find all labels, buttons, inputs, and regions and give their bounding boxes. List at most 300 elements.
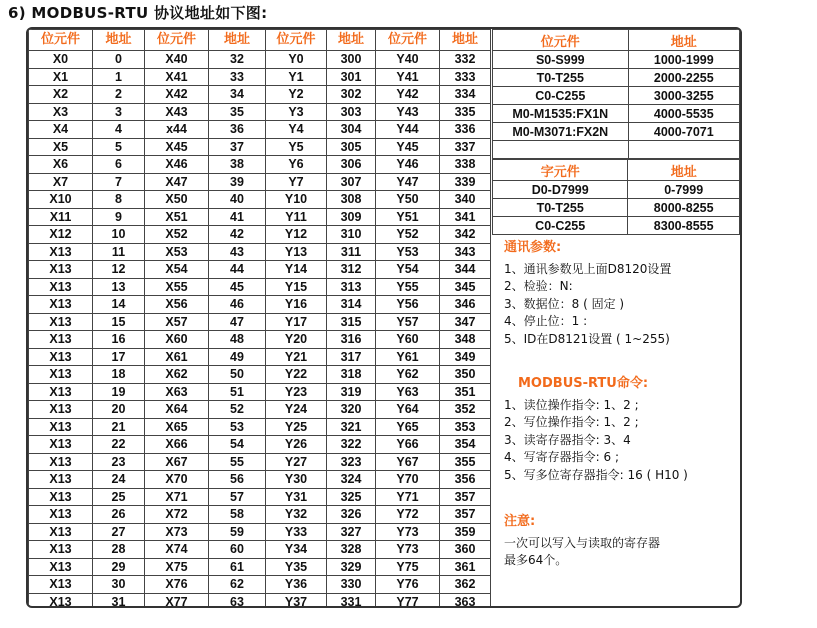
table-cell: Y40 bbox=[376, 51, 440, 69]
table-cell: X4 bbox=[29, 121, 93, 139]
table-row bbox=[29, 383, 491, 401]
table-cell: X13 bbox=[29, 383, 93, 401]
table-cell: 351 bbox=[440, 383, 491, 401]
table-cell: 26 bbox=[93, 506, 145, 524]
table-row bbox=[29, 366, 491, 384]
table-cell: Y33 bbox=[266, 523, 327, 541]
table-cell: X3 bbox=[29, 103, 93, 121]
table-cell: 359 bbox=[440, 523, 491, 541]
table-cell: 340 bbox=[440, 191, 491, 209]
bit-address-table bbox=[492, 29, 740, 159]
table-cell: X42 bbox=[145, 86, 209, 104]
modbus-cmd-line: 1、读位操作指令: 1、2 ; bbox=[504, 397, 639, 412]
table-cell: 317 bbox=[327, 348, 376, 366]
table-cell: Y26 bbox=[266, 436, 327, 454]
table-cell: S0-S999 bbox=[493, 51, 629, 69]
table-cell: X13 bbox=[29, 243, 93, 261]
table-cell: X62 bbox=[145, 366, 209, 384]
table-cell: 51 bbox=[209, 383, 266, 401]
address-table bbox=[28, 29, 491, 608]
table-cell: X41 bbox=[145, 68, 209, 86]
modbus-cmd-line: 3、读寄存器指令: 3、4 bbox=[504, 432, 631, 447]
table-cell: X55 bbox=[145, 278, 209, 296]
table-cell: 9 bbox=[93, 208, 145, 226]
table-cell: Y30 bbox=[266, 471, 327, 489]
table-cell: X13 bbox=[29, 593, 93, 608]
table-cell: 335 bbox=[440, 103, 491, 121]
column-header: 位元件 bbox=[266, 30, 327, 51]
table-cell: 38 bbox=[209, 156, 266, 174]
blank-cell bbox=[628, 141, 739, 159]
table-cell: X6 bbox=[29, 156, 93, 174]
table-cell: 62 bbox=[209, 576, 266, 594]
table-row bbox=[29, 226, 491, 244]
table-cell: 24 bbox=[93, 471, 145, 489]
table-cell: 312 bbox=[327, 261, 376, 279]
table-cell: 343 bbox=[440, 243, 491, 261]
table-cell: Y75 bbox=[376, 558, 440, 576]
table-cell: 43 bbox=[209, 243, 266, 261]
table-cell: 13 bbox=[93, 278, 145, 296]
table-cell: Y15 bbox=[266, 278, 327, 296]
comm-param-line: 2、检验：N: bbox=[504, 279, 573, 293]
table-cell: X66 bbox=[145, 436, 209, 454]
table-cell: x44 bbox=[145, 121, 209, 139]
table-cell: X12 bbox=[29, 226, 93, 244]
table-cell: Y35 bbox=[266, 558, 327, 576]
table-cell: Y6 bbox=[266, 156, 327, 174]
table-cell: 323 bbox=[327, 453, 376, 471]
table-cell: X60 bbox=[145, 331, 209, 349]
bit-header-device: 位元件 bbox=[493, 30, 629, 51]
table-cell: 356 bbox=[440, 471, 491, 489]
table-cell: X77 bbox=[145, 593, 209, 608]
note-title: 注意: bbox=[504, 514, 536, 529]
table-row bbox=[29, 418, 491, 436]
table-cell: X73 bbox=[145, 523, 209, 541]
table-cell: Y3 bbox=[266, 103, 327, 121]
table-cell: 301 bbox=[327, 68, 376, 86]
comm-params-block bbox=[504, 239, 671, 348]
table-row bbox=[29, 331, 491, 349]
modbus-cmd-line: 4、写寄存器指令: 6 ; bbox=[504, 450, 619, 464]
table-cell: X13 bbox=[29, 541, 93, 559]
table-cell: X13 bbox=[29, 471, 93, 489]
table-cell: X72 bbox=[145, 506, 209, 524]
table-row bbox=[29, 173, 491, 191]
table-row bbox=[29, 121, 491, 139]
table-row bbox=[29, 401, 491, 419]
column-header: 位元件 bbox=[29, 30, 93, 51]
table-cell: 57 bbox=[209, 488, 266, 506]
table-cell: 320 bbox=[327, 401, 376, 419]
table-cell: 4000-5535 bbox=[628, 105, 739, 123]
table-cell: X74 bbox=[145, 541, 209, 559]
table-row bbox=[29, 558, 491, 576]
table-cell: Y12 bbox=[266, 226, 327, 244]
word-header-device: 字元件 bbox=[493, 160, 628, 181]
table-cell: Y70 bbox=[376, 471, 440, 489]
blank-cell bbox=[493, 141, 629, 159]
table-cell: Y31 bbox=[266, 488, 327, 506]
table-row bbox=[29, 541, 491, 559]
table-cell: 48 bbox=[209, 331, 266, 349]
table-cell: T0-T255 bbox=[493, 199, 628, 217]
table-cell: Y60 bbox=[376, 331, 440, 349]
table-cell: Y32 bbox=[266, 506, 327, 524]
table-cell: 307 bbox=[327, 173, 376, 191]
table-cell: 357 bbox=[440, 506, 491, 524]
table-row bbox=[29, 296, 491, 314]
table-cell: 360 bbox=[440, 541, 491, 559]
table-cell: T0-T255 bbox=[493, 69, 629, 87]
table-cell: 341 bbox=[440, 208, 491, 226]
table-row bbox=[29, 348, 491, 366]
table-cell: X43 bbox=[145, 103, 209, 121]
table-cell: X13 bbox=[29, 296, 93, 314]
table-cell: Y5 bbox=[266, 138, 327, 156]
bit-header-address: 地址 bbox=[628, 30, 739, 51]
table-cell: 61 bbox=[209, 558, 266, 576]
table-cell: 308 bbox=[327, 191, 376, 209]
table-cell: Y36 bbox=[266, 576, 327, 594]
table-cell: 346 bbox=[440, 296, 491, 314]
table-cell: 41 bbox=[209, 208, 266, 226]
table-cell: 29 bbox=[93, 558, 145, 576]
table-cell: 28 bbox=[93, 541, 145, 559]
table-cell: Y22 bbox=[266, 366, 327, 384]
table-cell: Y2 bbox=[266, 86, 327, 104]
column-header: 位元件 bbox=[145, 30, 209, 51]
table-row bbox=[29, 191, 491, 209]
table-cell: 362 bbox=[440, 576, 491, 594]
table-row bbox=[493, 87, 740, 105]
table-cell: X51 bbox=[145, 208, 209, 226]
table-cell: X50 bbox=[145, 191, 209, 209]
table-cell: 52 bbox=[209, 401, 266, 419]
table-cell: 42 bbox=[209, 226, 266, 244]
table-cell: 33 bbox=[209, 68, 266, 86]
table-row bbox=[493, 217, 740, 235]
table-cell: X5 bbox=[29, 138, 93, 156]
table-cell: 47 bbox=[209, 313, 266, 331]
table-cell: X13 bbox=[29, 453, 93, 471]
table-cell: 305 bbox=[327, 138, 376, 156]
comm-param-line: 1、通讯参数见上面D8120设置 bbox=[504, 261, 672, 276]
table-cell: X70 bbox=[145, 471, 209, 489]
table-cell: 8300-8555 bbox=[628, 217, 740, 235]
table-cell: Y17 bbox=[266, 313, 327, 331]
right-panel bbox=[492, 29, 740, 235]
table-cell: Y7 bbox=[266, 173, 327, 191]
table-row bbox=[29, 156, 491, 174]
table-cell: X67 bbox=[145, 453, 209, 471]
table-cell: Y66 bbox=[376, 436, 440, 454]
table-cell: 31 bbox=[93, 593, 145, 608]
table-cell: 318 bbox=[327, 366, 376, 384]
table-cell: 342 bbox=[440, 226, 491, 244]
table-cell: X13 bbox=[29, 348, 93, 366]
table-cell: Y25 bbox=[266, 418, 327, 436]
table-cell: Y45 bbox=[376, 138, 440, 156]
table-cell: X13 bbox=[29, 401, 93, 419]
table-cell: Y65 bbox=[376, 418, 440, 436]
table-cell: 30 bbox=[93, 576, 145, 594]
table-cell: 349 bbox=[440, 348, 491, 366]
table-cell: 311 bbox=[327, 243, 376, 261]
comm-param-line: 5、ID在D8121设置 ( 1~255) bbox=[504, 331, 670, 346]
table-cell: 16 bbox=[93, 331, 145, 349]
table-row bbox=[493, 181, 740, 199]
table-cell: Y34 bbox=[266, 541, 327, 559]
table-cell: Y16 bbox=[266, 296, 327, 314]
table-cell: 324 bbox=[327, 471, 376, 489]
table-row bbox=[29, 208, 491, 226]
table-cell: 314 bbox=[327, 296, 376, 314]
table-cell: 348 bbox=[440, 331, 491, 349]
table-cell: Y52 bbox=[376, 226, 440, 244]
table-cell: X64 bbox=[145, 401, 209, 419]
table-cell: 336 bbox=[440, 121, 491, 139]
table-row bbox=[29, 86, 491, 104]
section-heading: 6) MODBUS-RTU 协议地址如下图: bbox=[8, 4, 268, 22]
table-cell: 34 bbox=[209, 86, 266, 104]
table-cell: Y13 bbox=[266, 243, 327, 261]
table-cell: 25 bbox=[93, 488, 145, 506]
table-cell: Y72 bbox=[376, 506, 440, 524]
table-cell: X56 bbox=[145, 296, 209, 314]
table-cell: 357 bbox=[440, 488, 491, 506]
table-cell: 352 bbox=[440, 401, 491, 419]
table-cell: 1 bbox=[93, 68, 145, 86]
table-cell: 316 bbox=[327, 331, 376, 349]
table-cell: X13 bbox=[29, 558, 93, 576]
table-cell: X71 bbox=[145, 488, 209, 506]
table-cell: Y67 bbox=[376, 453, 440, 471]
column-header: 地址 bbox=[93, 30, 145, 51]
table-cell: X1 bbox=[29, 68, 93, 86]
table-cell: X13 bbox=[29, 366, 93, 384]
table-cell: 300 bbox=[327, 51, 376, 69]
table-cell: C0-C255 bbox=[493, 87, 629, 105]
table-cell: 37 bbox=[209, 138, 266, 156]
table-cell: X13 bbox=[29, 418, 93, 436]
table-cell: X13 bbox=[29, 506, 93, 524]
table-cell: 17 bbox=[93, 348, 145, 366]
table-cell: 337 bbox=[440, 138, 491, 156]
table-cell: 20 bbox=[93, 401, 145, 419]
table-cell: 10 bbox=[93, 226, 145, 244]
table-cell: 54 bbox=[209, 436, 266, 454]
table-cell: 338 bbox=[440, 156, 491, 174]
table-row bbox=[493, 69, 740, 87]
table-cell: Y41 bbox=[376, 68, 440, 86]
table-cell: X10 bbox=[29, 191, 93, 209]
table-cell: X65 bbox=[145, 418, 209, 436]
table-cell: 302 bbox=[327, 86, 376, 104]
table-cell: X57 bbox=[145, 313, 209, 331]
table-cell: X13 bbox=[29, 488, 93, 506]
table-row bbox=[29, 278, 491, 296]
table-cell: 55 bbox=[209, 453, 266, 471]
note-line: 最多64个。 bbox=[504, 553, 568, 567]
table-cell: 44 bbox=[209, 261, 266, 279]
table-cell: Y0 bbox=[266, 51, 327, 69]
table-cell: Y77 bbox=[376, 593, 440, 608]
word-address-table bbox=[492, 159, 740, 235]
table-cell: 350 bbox=[440, 366, 491, 384]
note-line: 一次可以写入与读取的寄存器 bbox=[504, 535, 661, 550]
table-cell: 334 bbox=[440, 86, 491, 104]
table-cell: Y10 bbox=[266, 191, 327, 209]
table-cell: Y46 bbox=[376, 156, 440, 174]
modbus-cmd-line: 5、写多位寄存器指令: 16 ( H10 ) bbox=[504, 467, 688, 482]
table-cell: 306 bbox=[327, 156, 376, 174]
table-row bbox=[29, 313, 491, 331]
table-row bbox=[493, 51, 740, 69]
table-cell: 345 bbox=[440, 278, 491, 296]
table-row bbox=[29, 68, 491, 86]
table-cell: X76 bbox=[145, 576, 209, 594]
table-cell: D0-D7999 bbox=[493, 181, 628, 199]
table-cell: Y51 bbox=[376, 208, 440, 226]
table-cell: 8 bbox=[93, 191, 145, 209]
table-cell: 328 bbox=[327, 541, 376, 559]
table-cell: 319 bbox=[327, 383, 376, 401]
table-cell: Y53 bbox=[376, 243, 440, 261]
table-cell: 329 bbox=[327, 558, 376, 576]
table-cell: 355 bbox=[440, 453, 491, 471]
table-cell: M0-M1535:FX1N bbox=[493, 105, 629, 123]
table-cell: X13 bbox=[29, 261, 93, 279]
table-cell: X40 bbox=[145, 51, 209, 69]
table-cell: X13 bbox=[29, 313, 93, 331]
table-cell: 23 bbox=[93, 453, 145, 471]
table-cell: Y44 bbox=[376, 121, 440, 139]
table-row bbox=[29, 51, 491, 69]
table-cell: 363 bbox=[440, 593, 491, 608]
address-frame bbox=[26, 27, 742, 608]
column-header: 地址 bbox=[327, 30, 376, 51]
table-cell: Y57 bbox=[376, 313, 440, 331]
table-cell: 49 bbox=[209, 348, 266, 366]
table-cell: Y21 bbox=[266, 348, 327, 366]
modbus-cmd-line: 2、写位操作指令: 1、2 ; bbox=[504, 415, 639, 429]
table-cell: X2 bbox=[29, 86, 93, 104]
table-cell: 58 bbox=[209, 506, 266, 524]
table-row bbox=[29, 593, 491, 608]
table-cell: X13 bbox=[29, 523, 93, 541]
table-cell: X0 bbox=[29, 51, 93, 69]
table-cell: X45 bbox=[145, 138, 209, 156]
table-cell: M0-M3071:FX2N bbox=[493, 123, 629, 141]
table-row bbox=[493, 123, 740, 141]
table-cell: X63 bbox=[145, 383, 209, 401]
table-cell: Y61 bbox=[376, 348, 440, 366]
table-cell: 59 bbox=[209, 523, 266, 541]
table-cell: Y64 bbox=[376, 401, 440, 419]
table-cell: Y73 bbox=[376, 523, 440, 541]
table-cell: 315 bbox=[327, 313, 376, 331]
table-cell: Y47 bbox=[376, 173, 440, 191]
table-cell: Y11 bbox=[266, 208, 327, 226]
note-block bbox=[504, 513, 660, 570]
table-cell: 8000-8255 bbox=[628, 199, 740, 217]
comm-param-line: 3、数据位：8 ( 固定 ) bbox=[504, 296, 625, 311]
table-row bbox=[29, 243, 491, 261]
table-cell: X75 bbox=[145, 558, 209, 576]
word-header-address: 地址 bbox=[628, 160, 740, 181]
table-cell: 27 bbox=[93, 523, 145, 541]
column-header: 位元件 bbox=[376, 30, 440, 51]
modbus-cmd-title: MODBUS-RTU命令: bbox=[518, 376, 649, 391]
table-cell: 53 bbox=[209, 418, 266, 436]
table-cell: X53 bbox=[145, 243, 209, 261]
table-cell: Y20 bbox=[266, 331, 327, 349]
table-cell: Y42 bbox=[376, 86, 440, 104]
table-cell: Y24 bbox=[266, 401, 327, 419]
table-row bbox=[493, 199, 740, 217]
table-cell: 63 bbox=[209, 593, 266, 608]
table-cell: 303 bbox=[327, 103, 376, 121]
address-table-header bbox=[29, 30, 491, 51]
table-cell: 7 bbox=[93, 173, 145, 191]
table-cell: X61 bbox=[145, 348, 209, 366]
table-cell: 331 bbox=[327, 593, 376, 608]
table-cell: 325 bbox=[327, 488, 376, 506]
table-row bbox=[29, 488, 491, 506]
table-cell: Y4 bbox=[266, 121, 327, 139]
table-cell: 333 bbox=[440, 68, 491, 86]
table-cell: 2000-2255 bbox=[628, 69, 739, 87]
table-row bbox=[493, 105, 740, 123]
table-cell: Y63 bbox=[376, 383, 440, 401]
modbus-cmd-block bbox=[504, 375, 688, 484]
table-cell: 40 bbox=[209, 191, 266, 209]
table-cell: 19 bbox=[93, 383, 145, 401]
table-cell: 2 bbox=[93, 86, 145, 104]
column-header: 地址 bbox=[440, 30, 491, 51]
table-cell: 3 bbox=[93, 103, 145, 121]
table-cell: 332 bbox=[440, 51, 491, 69]
table-cell: 4000-7071 bbox=[628, 123, 739, 141]
table-cell: X46 bbox=[145, 156, 209, 174]
table-cell: 361 bbox=[440, 558, 491, 576]
table-cell: 347 bbox=[440, 313, 491, 331]
table-cell: 5 bbox=[93, 138, 145, 156]
table-cell: 326 bbox=[327, 506, 376, 524]
table-cell: Y27 bbox=[266, 453, 327, 471]
table-cell: 12 bbox=[93, 261, 145, 279]
table-cell: 15 bbox=[93, 313, 145, 331]
table-cell: 330 bbox=[327, 576, 376, 594]
table-cell: 14 bbox=[93, 296, 145, 314]
table-cell: 313 bbox=[327, 278, 376, 296]
table-cell: 46 bbox=[209, 296, 266, 314]
table-cell: 321 bbox=[327, 418, 376, 436]
table-cell: Y54 bbox=[376, 261, 440, 279]
table-cell: 0-7999 bbox=[628, 181, 740, 199]
table-cell: Y23 bbox=[266, 383, 327, 401]
column-header: 地址 bbox=[209, 30, 266, 51]
table-cell: 11 bbox=[93, 243, 145, 261]
table-cell: 45 bbox=[209, 278, 266, 296]
table-cell: X11 bbox=[29, 208, 93, 226]
table-cell: X47 bbox=[145, 173, 209, 191]
table-cell: 344 bbox=[440, 261, 491, 279]
table-cell: Y37 bbox=[266, 593, 327, 608]
table-cell: X13 bbox=[29, 576, 93, 594]
